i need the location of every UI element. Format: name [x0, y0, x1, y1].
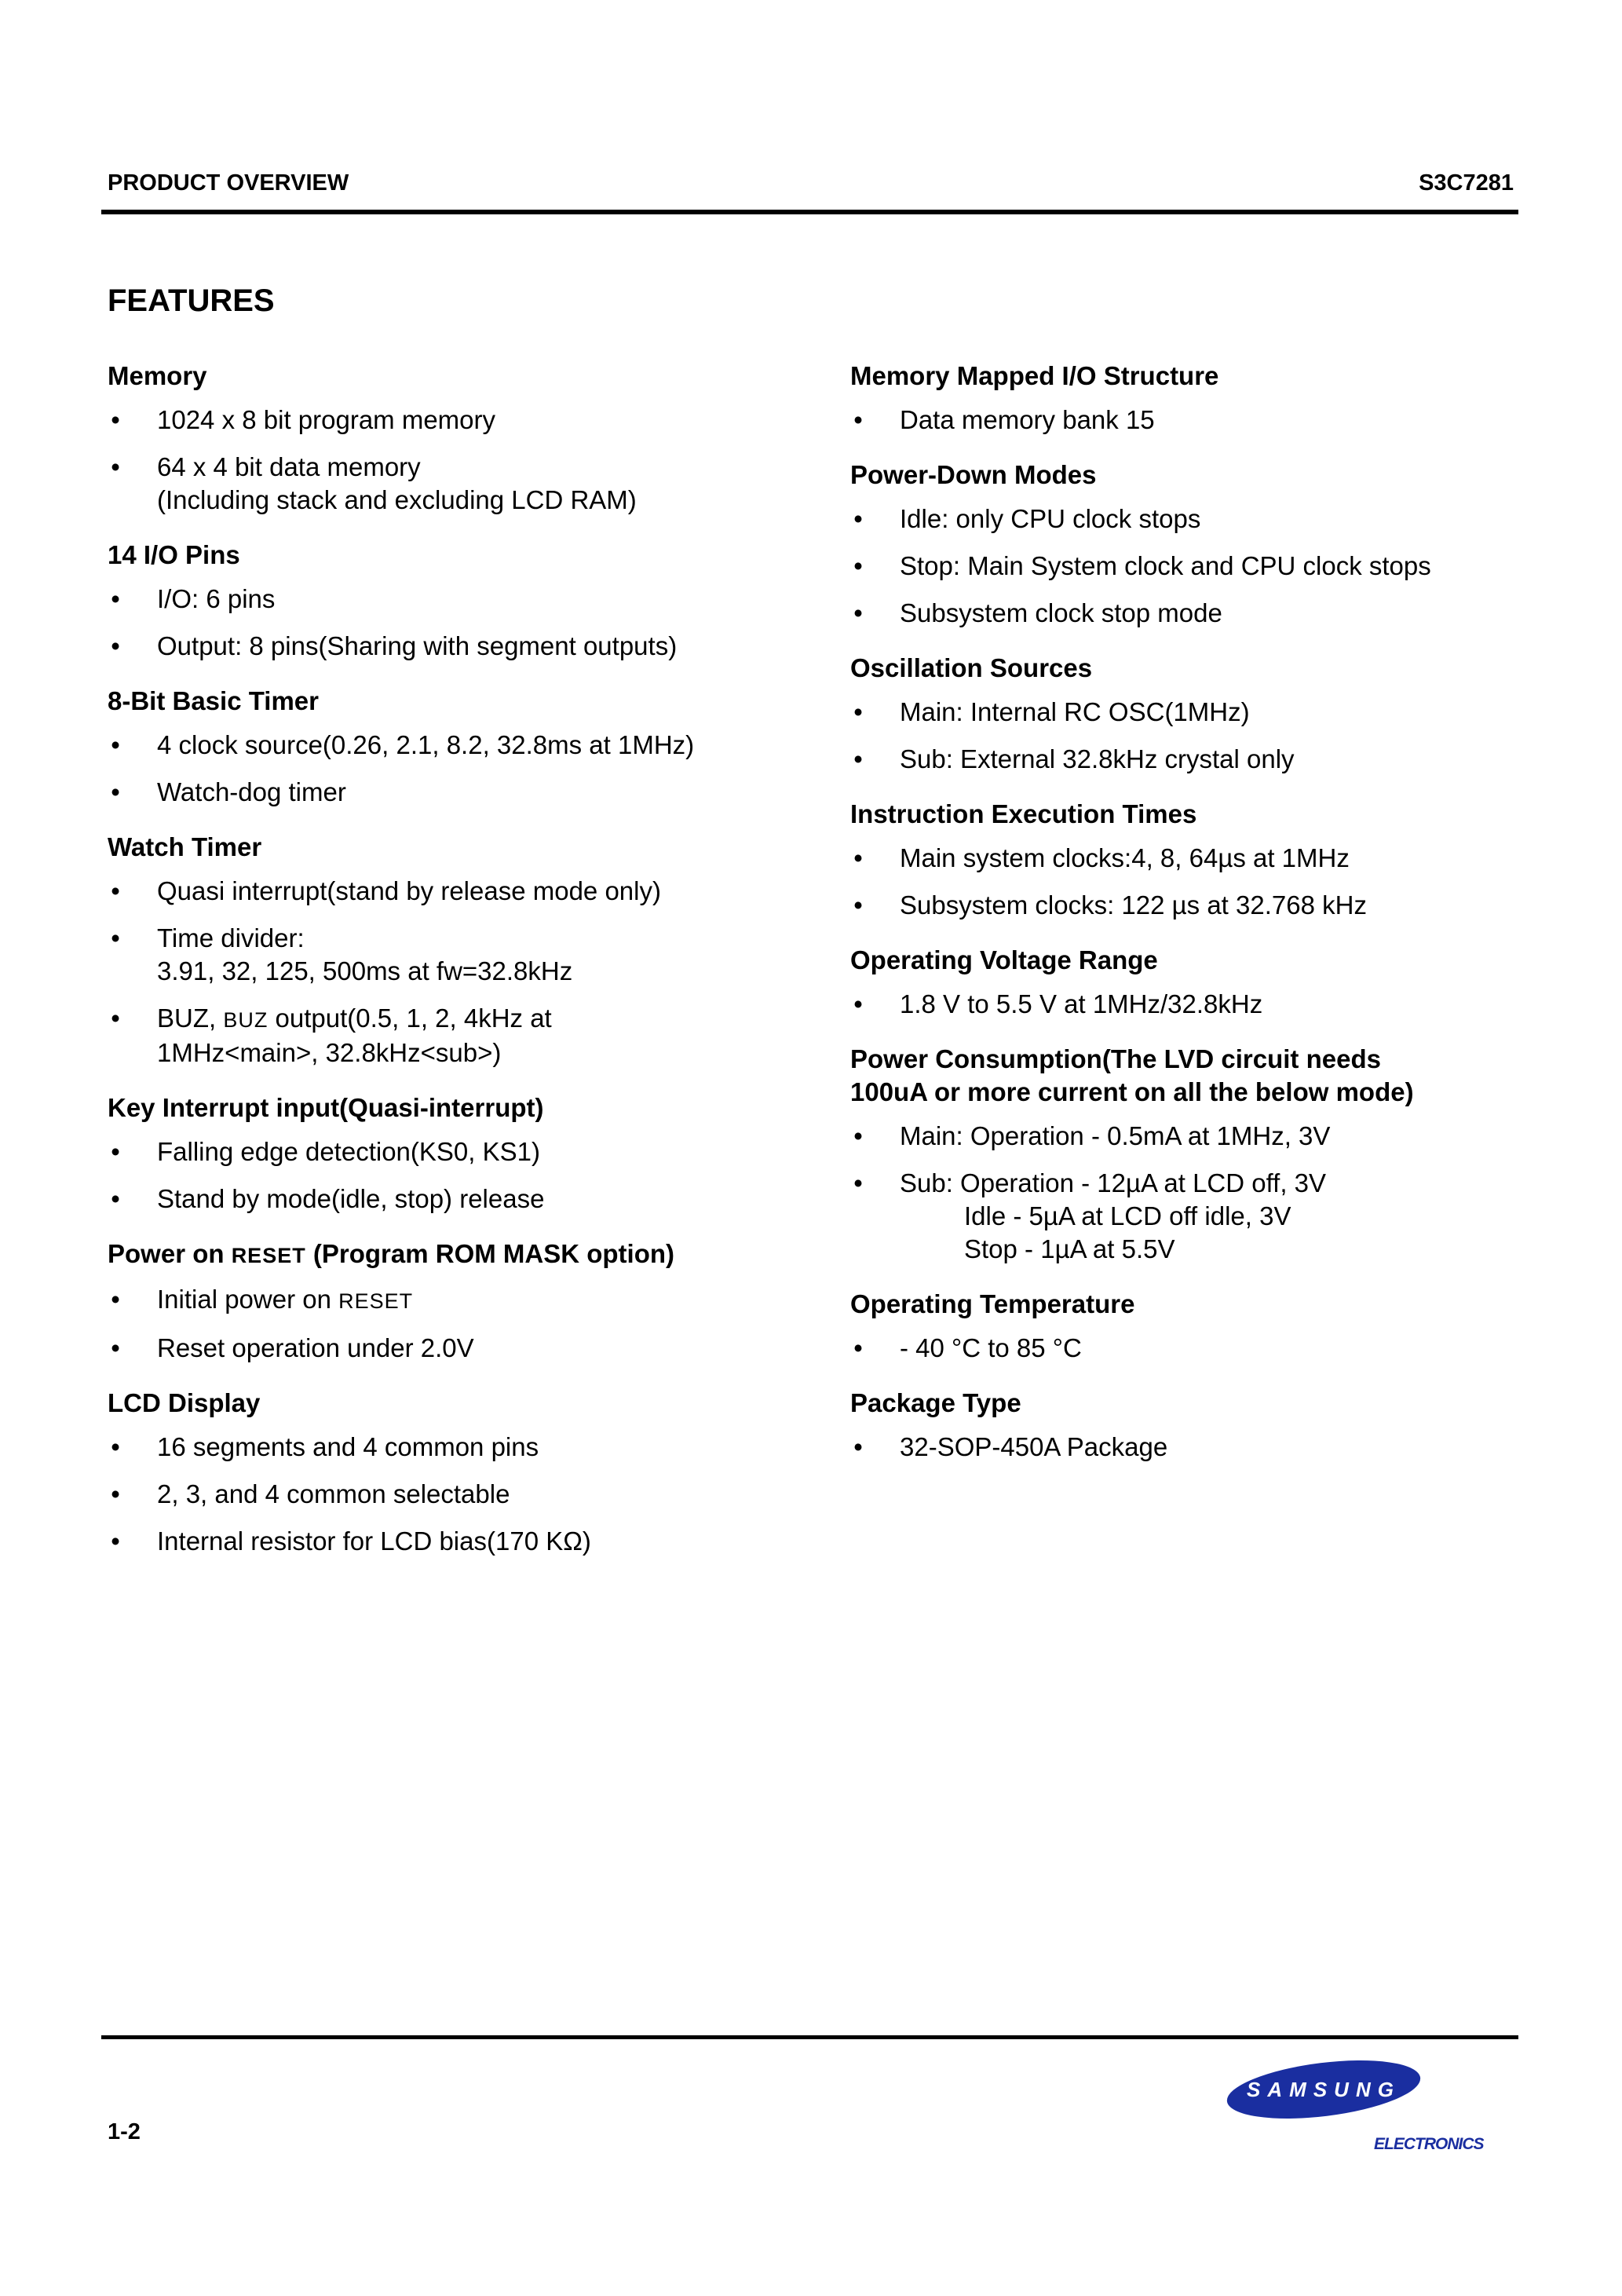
right-column [850, 360, 1557, 1486]
list-item: • Sub: External 32.8kHz crystal only [850, 743, 1557, 776]
list-item: • Main: Operation - 0.5mA at 1MHz, 3V [850, 1120, 1557, 1153]
bullet-icon: • [853, 405, 863, 434]
bullet-icon: • [111, 876, 120, 905]
header-part-number: S3C7281 [1419, 170, 1514, 196]
section-package-type [850, 1387, 1557, 1464]
list-item: • - 40 °C to 85 °C [850, 1332, 1557, 1365]
section-oscillation-sources [850, 652, 1557, 776]
list-item: • BUZ, BUZ output(0.5, 1, 2, 4kHz at 1MHz<main>, 32.8kHz<sub>) [108, 1002, 814, 1069]
bullet-icon: • [111, 730, 120, 759]
logo-subtitle: ELECTRONICS [1374, 2135, 1484, 2153]
page-header [108, 167, 1514, 199]
logo-wordmark: SAMSUNG [1247, 2078, 1401, 2101]
list-item: • Subsystem clocks: 122 µs at 32.768 kHz [850, 889, 1557, 922]
list-item: • 1024 x 8 bit program memory [108, 404, 814, 437]
list-item: • 16 segments and 4 common pins [108, 1431, 814, 1464]
section-title: Operating Voltage Range [850, 945, 1158, 974]
section-title: Package Type [850, 1388, 1021, 1417]
list-item: • Output: 8 pins(Sharing with segment outputs) [108, 630, 814, 663]
list-item: • I/O: 6 pins [108, 583, 814, 616]
list-item: • 1.8 V to 5.5 V at 1MHz/32.8kHz [850, 988, 1557, 1021]
section-title: Key Interrupt input(Quasi-interrupt) [108, 1093, 544, 1122]
section-title: Watch Timer [108, 832, 262, 861]
bullet-icon: • [853, 989, 863, 1018]
list-item: • Reset operation under 2.0V [108, 1332, 814, 1365]
list-item: • Quasi interrupt(stand by release mode only) [108, 875, 814, 908]
page-title: FEATURES [108, 283, 275, 318]
bullet-icon: • [853, 551, 863, 580]
left-column [108, 360, 814, 1580]
section-operating-voltage [850, 944, 1557, 1021]
header-rule [101, 210, 1518, 214]
bullet-icon: • [853, 1432, 863, 1461]
footer-rule [101, 2035, 1518, 2039]
section-title: LCD Display [108, 1388, 261, 1417]
section-title: 14 I/O Pins [108, 540, 240, 569]
bullet-icon: • [111, 584, 120, 613]
list-item: • Main system clocks:4, 8, 64µs at 1MHz [850, 842, 1557, 875]
bullet-icon: • [853, 697, 863, 726]
section-title: Oscillation Sources [850, 653, 1093, 682]
list-item: • Data memory bank 15 [850, 404, 1557, 437]
bullet-icon: • [111, 1004, 120, 1033]
section-title: Instruction Execution Times [850, 799, 1197, 828]
list-item: • 64 x 4 bit data memory (Including stack and excluding LCD RAM) [108, 451, 814, 517]
section-lcd-display [108, 1387, 814, 1558]
bullet-icon: • [111, 1285, 120, 1314]
section-io-pins [108, 539, 814, 663]
bullet-icon: • [111, 777, 120, 806]
list-item: • Main: Internal RC OSC(1MHz) [850, 696, 1557, 729]
section-title: Operating Temperature [850, 1289, 1135, 1318]
section-power-down-modes [850, 459, 1557, 630]
section-title: 8-Bit Basic Timer [108, 686, 319, 715]
section-power-consumption [850, 1043, 1557, 1266]
bullet-icon: • [111, 1432, 120, 1461]
section-memory [108, 360, 814, 517]
section-title: Power-Down Modes [850, 460, 1097, 489]
section-title: Memory Mapped I/O Structure [850, 361, 1219, 390]
bullet-icon: • [111, 1526, 120, 1556]
list-item: • Falling edge detection(KS0, KS1) [108, 1135, 814, 1168]
bullet-icon: • [853, 1121, 863, 1150]
bullet-icon: • [853, 744, 863, 773]
list-item: • Watch-dog timer [108, 776, 814, 809]
list-item: • Time divider: 3.91, 32, 125, 500ms at fw=32.8kHz [108, 922, 814, 988]
bullet-icon: • [853, 890, 863, 919]
list-item: • 32-SOP-450A Package [850, 1431, 1557, 1464]
bullet-icon: • [853, 1333, 863, 1362]
section-basic-timer [108, 685, 814, 809]
section-instruction-execution-times [850, 798, 1557, 922]
section-memory-mapped-io [850, 360, 1557, 437]
section-title: Power Consumption(The LVD circuit needs 100uA or more current on all the below mode) [850, 1044, 1414, 1106]
bullet-icon: • [853, 598, 863, 627]
section-title: Memory [108, 361, 207, 390]
list-item: • Sub: Operation - 12µA at LCD off, 3V Idle - 5µA at LCD off idle, 3V Stop - 1µA at 5.5V [850, 1167, 1557, 1266]
section-title: Power on RESET (Program ROM MASK option) [108, 1239, 675, 1268]
bullet-icon: • [853, 843, 863, 872]
list-item: • Stop: Main System clock and CPU clock stops [850, 550, 1557, 583]
bullet-icon: • [111, 631, 120, 660]
section-operating-temperature [850, 1288, 1557, 1365]
list-item: • Internal resistor for LCD bias(170 KΩ) [108, 1525, 814, 1558]
bullet-icon: • [111, 1184, 120, 1213]
list-item: • 4 clock source(0.26, 2.1, 8.2, 32.8ms at 1MHz) [108, 729, 814, 762]
bullet-icon: • [111, 1137, 120, 1166]
bullet-icon: • [111, 405, 120, 434]
bullet-icon: • [111, 1479, 120, 1508]
header-section-label: PRODUCT OVERVIEW [108, 170, 349, 196]
list-item: • Initial power on RESET [108, 1283, 814, 1318]
bullet-icon: • [111, 452, 120, 481]
bullet-icon: • [853, 504, 863, 533]
bullet-icon: • [853, 1168, 863, 1197]
section-power-on-reset [108, 1238, 814, 1365]
bullet-icon: • [111, 1333, 120, 1362]
page-number: 1-2 [108, 2119, 141, 2144]
section-key-interrupt [108, 1091, 814, 1216]
list-item: • Idle: only CPU clock stops [850, 503, 1557, 536]
section-watch-timer [108, 831, 814, 1069]
list-item: • Stand by mode(idle, stop) release [108, 1183, 814, 1216]
list-item: • 2, 3, and 4 common selectable [108, 1478, 814, 1511]
samsung-logo [1217, 2056, 1500, 2166]
list-item: • Subsystem clock stop mode [850, 597, 1557, 630]
bullet-icon: • [111, 923, 120, 952]
